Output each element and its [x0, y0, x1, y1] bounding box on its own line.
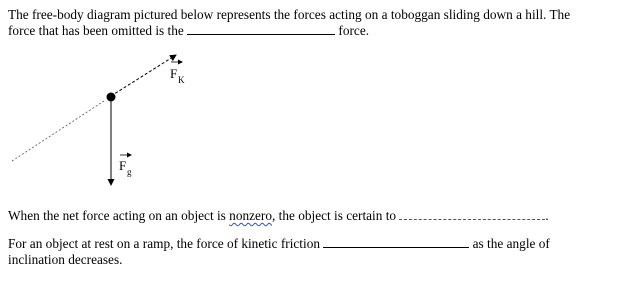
gravity-force-subscript: g [127, 167, 132, 177]
slope-line [12, 101, 104, 161]
question-2-text-continued: , the object is certain to [272, 208, 397, 223]
question-3 [8, 236, 550, 268]
question-1-line-2-suffix: force. [338, 23, 370, 38]
question-3-line-2: inclination decreases. [8, 252, 123, 267]
question-3-line-1 [8, 236, 550, 252]
question-2-text: When the net force acting on an object is [8, 208, 226, 223]
answer-blank-kinetic-friction[interactable] [323, 236, 469, 248]
underlined-word-nonzero: nonzero [229, 208, 272, 223]
answer-blank-net-force[interactable] [399, 208, 545, 220]
question-1-line-1: The free-body diagram pictured below represents the forces acting on a toboggan sliding down a hill. The [8, 7, 571, 22]
question-3-text-continued: as the angle of [472, 236, 550, 251]
kinetic-force-subscript: K [178, 75, 185, 85]
kinetic-force-label: F [170, 66, 178, 81]
question-1-line-2-text: force that has been omitted is the [8, 23, 184, 38]
gravity-force-label: F [119, 158, 127, 173]
question-2-period: . [545, 208, 549, 223]
question-3-text: For an object at rest on a ramp, the force of kinetic friction [8, 236, 320, 251]
object-point [107, 93, 116, 102]
kinetic-friction-arrow [111, 55, 176, 96]
question-2 [8, 208, 549, 224]
